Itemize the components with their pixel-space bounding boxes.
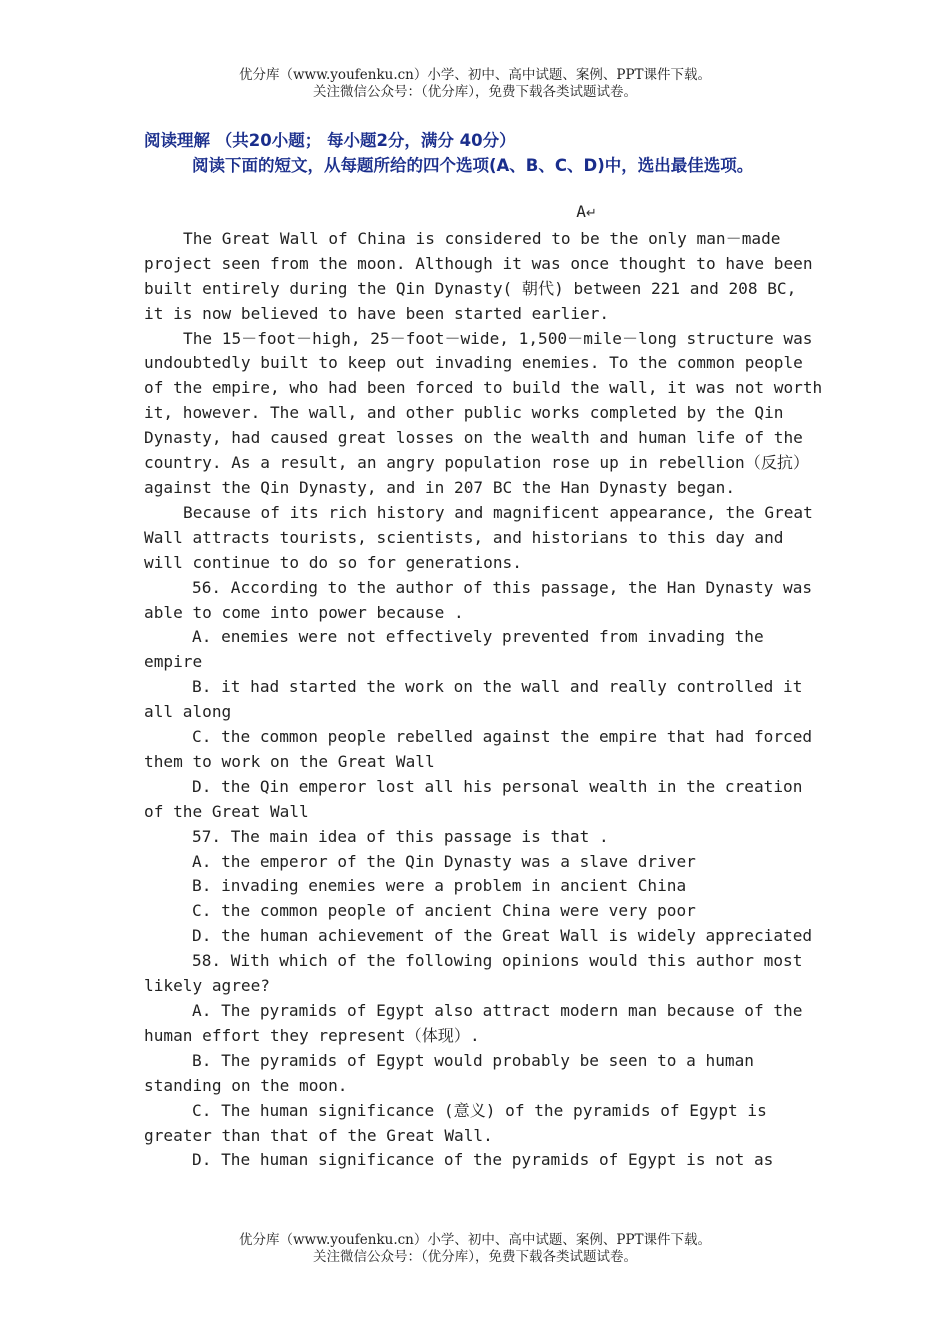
passage-paragraph-3: Because of its rich history and magnificent appearance, the Great Wall attracts tourists, scientists, and historians to this day and will continue to do so for generations. <box>144 502 813 572</box>
option-d: D. The human significance of the pyramids of Egypt is not as <box>192 1150 774 1170</box>
option-c: C. The human significance (意义) of the pyramids of Egypt is greater than that of the Great Wall. <box>144 1100 767 1145</box>
passage-paragraph-2: The 15－foot－high, 25－foot－wide, 1,500－mile－long structure was undoubtedly built to keep out invading enemies. To the common people of the empire, who had been forced to build the wall, it was not worth it, however. The wall, and other public works completed by the Qin Dynasty, had caused great losses on the wealth and human life of the country. As a result, an angry population rose up in rebellion（反抗）against the Qin Dynasty, and in 207 BC the Han Dynasty began. <box>144 328 823 497</box>
option-a: A. the emperor of the Qin Dynasty was a slave driver <box>192 851 696 871</box>
section-instruction: 阅读下面的短文，从每题所给的四个选项(A、B、C、D)中，选出最佳选项。 <box>192 156 754 175</box>
option-b: B. invading enemies were a problem in ancient China <box>192 876 687 896</box>
option-c: C. the common people rebelled against the empire that had forced them to work on the Great Wall <box>144 727 813 771</box>
footer-line-2: 关注微信公众号：（优分库），免费下载各类试题试卷。 <box>313 1249 637 1265</box>
section-title: 阅读理解 （共20小题； 每小题2分，满分 40分） <box>144 131 516 150</box>
option-a: A. enemies were not effectively prevented from invading the empire <box>144 627 764 672</box>
header-line-1: 优分库（www.youfenku.cn）小学、初中、高中试题、案例、PPT课件下载。 <box>238 67 712 83</box>
question-57 <box>144 825 824 950</box>
option-d: D. the Qin emperor lost all his personal wealth in the creation of the Great Wall <box>144 776 803 821</box>
question-stem: 56. According to the author of this passage, the Han Dynasty was able to come into power because . <box>144 577 813 622</box>
header-line-2: 关注微信公众号：（优分库），免费下载各类试题试卷。 <box>313 84 637 100</box>
passage-label: A↵ <box>576 202 597 221</box>
option-c: C. the common people of ancient China were very poor <box>192 901 696 921</box>
option-b: B. The pyramids of Egypt would probably be seen to a human standing on the moon. <box>144 1050 754 1095</box>
option-a: A. The pyramids of Egypt also attract modern man because of the human effort they represent（体现）. <box>144 1001 803 1045</box>
footer-line-1: 优分库（www.youfenku.cn）小学、初中、高中试题、案例、PPT课件下载。 <box>238 1232 712 1248</box>
option-d: D. the human achievement of the Great Wall is widely appreciated <box>192 926 813 946</box>
question-58 <box>144 949 824 1173</box>
question-stem: 58. With which of the following opinions would this author most likely agree? <box>144 951 803 996</box>
reading-passage <box>144 200 824 1173</box>
page-footer <box>0 1232 950 1266</box>
passage-paragraph-1: The Great Wall of China is considered to be the only man－made project seen from the moon. Although it was once thought to have been built entirely during the Qin Dynasty( 朝代) between 221 and 208 BC, it is now believed to have been started earlier. <box>144 228 813 323</box>
page-header <box>0 67 950 101</box>
question-stem: 57. The main idea of this passage is that . <box>192 826 609 846</box>
question-56 <box>144 576 824 825</box>
option-b: B. it had started the work on the wall and really controlled it all along <box>144 677 803 722</box>
